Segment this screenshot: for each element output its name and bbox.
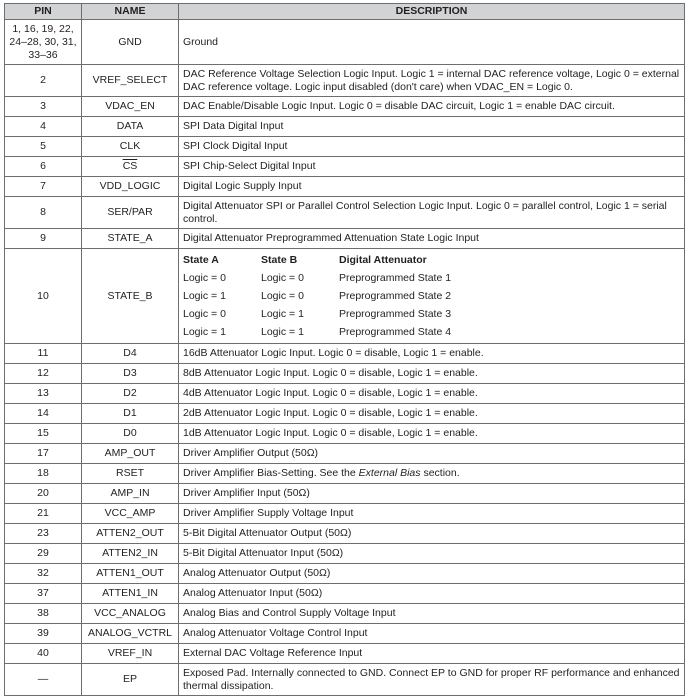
state-a-value: Logic = 1: [183, 326, 226, 338]
pin-description: SPI Clock Digital Input: [179, 137, 685, 157]
pin-name: D4: [82, 344, 179, 364]
pin-description: Exposed Pad. Internally connected to GND. Connect EP to GND for proper RF performance and enhanced thermal dissipation.: [179, 664, 685, 696]
header-name: NAME: [82, 4, 179, 20]
pin-number: —: [5, 664, 82, 696]
pin-description: 1dB Attenuator Logic Input. Logic 0 = disable, Logic 1 = enable.: [179, 424, 685, 444]
pin-description-table: [4, 3, 685, 696]
table-row: [5, 644, 685, 664]
pin-description: Digital Attenuator Preprogrammed Attenuation State Logic Input: [179, 229, 685, 249]
pin-name: ATTEN1_OUT: [82, 564, 179, 584]
pin-name: STATE_B: [82, 249, 179, 344]
pin-name: VCC_ANALOG: [82, 604, 179, 624]
pin-number: 29: [5, 544, 82, 564]
state-table: [183, 251, 499, 341]
pin-name: SER/PAR: [82, 197, 179, 229]
pin-name: ANALOG_VCTRL: [82, 624, 179, 644]
table-row: [5, 229, 685, 249]
pin-description: Analog Attenuator Voltage Control Input: [179, 624, 685, 644]
header-description: DESCRIPTION: [179, 4, 685, 20]
header-row: [5, 4, 685, 20]
pin-description: Digital Logic Supply Input: [179, 177, 685, 197]
state-b-header: State B: [261, 254, 298, 266]
state-a-value: Logic = 0: [183, 308, 226, 320]
pin-description: Analog Attenuator Input (50Ω): [179, 584, 685, 604]
state-a-value: Logic = 0: [183, 272, 226, 284]
pin-description: [179, 249, 685, 344]
state-b-value: Logic = 1: [261, 326, 304, 338]
state-b-value: Logic = 0: [261, 290, 304, 302]
state-a-value: Logic = 1: [183, 290, 226, 302]
table-row: [5, 197, 685, 229]
state-row: [183, 305, 499, 323]
table-row: [5, 117, 685, 137]
table-row: [5, 344, 685, 364]
state-row: [183, 287, 499, 305]
attenuator-state: Preprogrammed State 3: [339, 308, 452, 320]
state-row: [183, 269, 499, 287]
attenuator-header: Digital Attenuator: [339, 254, 427, 266]
table-row: [5, 424, 685, 444]
pin-name: AMP_OUT: [82, 444, 179, 464]
table-row: [5, 97, 685, 117]
attenuator-state: Preprogrammed State 1: [339, 272, 452, 284]
state-row: [183, 323, 499, 341]
table-row: [5, 65, 685, 97]
table-row: [5, 444, 685, 464]
pin-description: DAC Reference Voltage Selection Logic Input. Logic 1 = internal DAC reference voltage, Logic 0 = external DAC reference voltage. Logic input disabled (don't care) when VDAC_EN = Logic 0.: [179, 65, 685, 97]
table-row: [5, 564, 685, 584]
table-row: [5, 384, 685, 404]
pin-number: 7: [5, 177, 82, 197]
table-row: [5, 20, 685, 65]
table-row: [5, 177, 685, 197]
pin-number: 4: [5, 117, 82, 137]
table-row: [5, 137, 685, 157]
attenuator-state: Preprogrammed State 4: [339, 326, 452, 338]
pin-number: 5: [5, 137, 82, 157]
pin-description: 8dB Attenuator Logic Input. Logic 0 = disable, Logic 1 = enable.: [179, 364, 685, 384]
table-row: [5, 249, 685, 344]
pin-name: VREF_IN: [82, 644, 179, 664]
pin-number: 2: [5, 65, 82, 97]
pin-description: SPI Chip-Select Digital Input: [179, 157, 685, 177]
pin-number: 20: [5, 484, 82, 504]
pin-name: RSET: [82, 464, 179, 484]
pin-number: 3: [5, 97, 82, 117]
pin-name: AMP_IN: [82, 484, 179, 504]
pin-number: 9: [5, 229, 82, 249]
pin-name: STATE_A: [82, 229, 179, 249]
pin-number: 39: [5, 624, 82, 644]
pin-description: [179, 464, 685, 484]
pin-number: 23: [5, 524, 82, 544]
table-row: [5, 544, 685, 564]
pin-name: VREF_SELECT: [82, 65, 179, 97]
attenuator-state: Preprogrammed State 2: [339, 290, 452, 302]
table-row: [5, 404, 685, 424]
state-b-value: Logic = 0: [261, 272, 304, 284]
pin-name: ATTEN1_IN: [82, 584, 179, 604]
header-pin: PIN: [5, 4, 82, 20]
pin-number: 32: [5, 564, 82, 584]
pin-description: Driver Amplifier Supply Voltage Input: [179, 504, 685, 524]
table-row: [5, 484, 685, 504]
pin-number: 21: [5, 504, 82, 524]
pin-number: 37: [5, 584, 82, 604]
state-a-header: State A: [183, 254, 219, 266]
pin-number: 17: [5, 444, 82, 464]
state-table-header: [183, 251, 499, 269]
pin-name: D3: [82, 364, 179, 384]
pin-number: 1, 16, 19, 22, 24–28, 30, 31, 33–36: [5, 20, 82, 65]
table-row: [5, 604, 685, 624]
table-row: [5, 664, 685, 696]
pin-number: 8: [5, 197, 82, 229]
pin-name: VDD_LOGIC: [82, 177, 179, 197]
table-row: [5, 624, 685, 644]
desc-text: Driver Amplifier Bias-Setting. See the: [183, 467, 359, 479]
pin-name: D0: [82, 424, 179, 444]
pin-description: Driver Amplifier Input (50Ω): [179, 484, 685, 504]
state-b-value: Logic = 1: [261, 308, 304, 320]
pin-description: External DAC Voltage Reference Input: [179, 644, 685, 664]
pin-description: Digital Attenuator SPI or Parallel Control Selection Logic Input. Logic 0 = parallel control, Logic 1 = serial control.: [179, 197, 685, 229]
pin-description: Ground: [179, 20, 685, 65]
pin-number: 11: [5, 344, 82, 364]
desc-text: section.: [420, 467, 460, 479]
table-row: [5, 524, 685, 544]
pin-name: ATTEN2_IN: [82, 544, 179, 564]
pin-name: DATA: [82, 117, 179, 137]
pin-name: CLK: [82, 137, 179, 157]
pin-name: VCC_AMP: [82, 504, 179, 524]
pin-description: Driver Amplifier Output (50Ω): [179, 444, 685, 464]
pin-name: VDAC_EN: [82, 97, 179, 117]
pin-name: EP: [82, 664, 179, 696]
table-row: [5, 584, 685, 604]
pin-description: 5-Bit Digital Attenuator Output (50Ω): [179, 524, 685, 544]
pin-description: 4dB Attenuator Logic Input. Logic 0 = disable, Logic 1 = enable.: [179, 384, 685, 404]
pin-number: 13: [5, 384, 82, 404]
pin-name: D2: [82, 384, 179, 404]
external-bias-reference: External Bias: [358, 467, 421, 479]
pin-name-overlined: $\overline{CS}$: [122, 160, 138, 172]
pin-number: 14: [5, 404, 82, 424]
pin-name: GND: [82, 20, 179, 65]
pin-name: D1: [82, 404, 179, 424]
pin-description: 16dB Attenuator Logic Input. Logic 0 = disable, Logic 1 = enable.: [179, 344, 685, 364]
pin-description: Analog Attenuator Output (50Ω): [179, 564, 685, 584]
table-row: [5, 364, 685, 384]
pin-number: 40: [5, 644, 82, 664]
pin-description: DAC Enable/Disable Logic Input. Logic 0 = disable DAC circuit, Logic 1 = enable DAC circuit.: [179, 97, 685, 117]
pin-number: 15: [5, 424, 82, 444]
pin-description: SPI Data Digital Input: [179, 117, 685, 137]
pin-number: 18: [5, 464, 82, 484]
pin-number: 38: [5, 604, 82, 624]
pin-description: 2dB Attenuator Logic Input. Logic 0 = disable, Logic 1 = enable.: [179, 404, 685, 424]
table-row: [5, 464, 685, 484]
pin-name: ATTEN2_OUT: [82, 524, 179, 544]
pin-number: 6: [5, 157, 82, 177]
pin-description: Analog Bias and Control Supply Voltage Input: [179, 604, 685, 624]
table-row: [5, 504, 685, 524]
pin-number: 12: [5, 364, 82, 384]
pin-number: 10: [5, 249, 82, 344]
table-row: [5, 157, 685, 177]
pin-name: [82, 157, 179, 177]
pin-description: 5-Bit Digital Attenuator Input (50Ω): [179, 544, 685, 564]
